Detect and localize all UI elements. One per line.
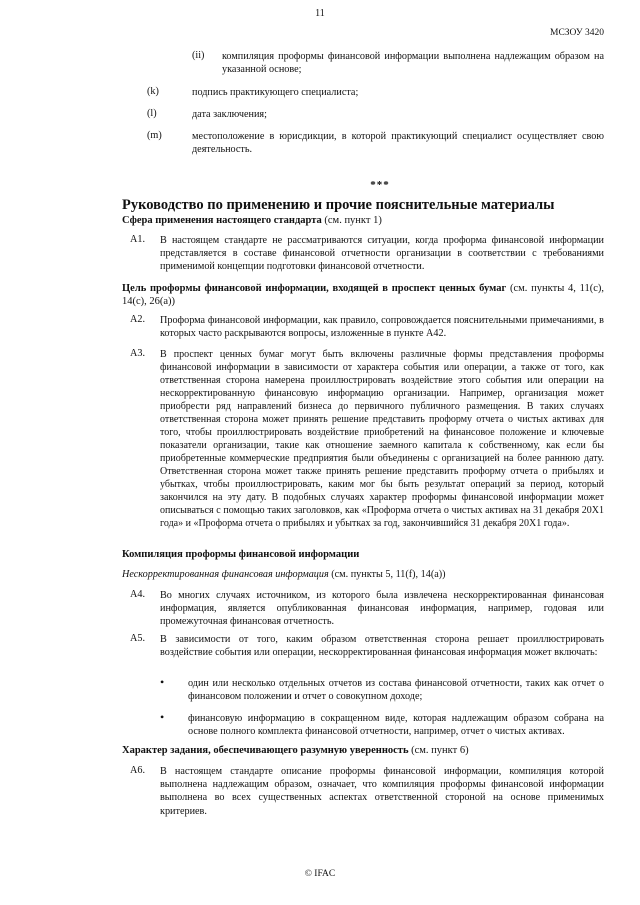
paragraph-label: A5. [130, 633, 145, 644]
subheading-text: Нескорректированная финансовая информация [122, 569, 329, 580]
bullet-text: финансовую информацию в сокращенном виде, которая надлежащим образом собрана на основе полного комплекта финансовой отчетности, например, отчет о чистых активах. [188, 713, 604, 738]
paragraph-text: Проформа финансовой информации, как правило, сопровождается пояснительными примечаниями, в которых часто раскрываются вопросы, изложенные в пункте A42. [160, 315, 604, 340]
bullet-icon: • [160, 710, 165, 724]
list-item-text: компиляция проформы финансовой информации выполнена надлежащим образом на указанной основе; [222, 51, 604, 76]
paragraph-text: В зависимости от того, каким образом ответственная сторона решает проиллюстрировать воздействие события или операции, нескорректированная финансовая информация может включать: [160, 634, 604, 659]
list-item-text: дата заключения; [192, 109, 267, 120]
heading-text: Характер задания, обеспечивающего разумную уверенность [122, 745, 409, 756]
subsection-heading [122, 215, 612, 226]
subsection-heading [122, 282, 604, 308]
paragraph-text: В проспект ценных бумаг могут быть включены различные формы представления проформы финансовой информации в зависимости от характера события или операции, а также от того, как ответственная сторона намерена проиллюстрировать воздействие этого события или операции на нескорректированную финансовую информацию организации. Например, организация может приобрести ряд направлений бизнеса до первичного публичного размещения. В таких случаях ответственная сторона может принять решение представить проформу отчета о чистых активах для того, чтобы проиллюстрировать воздействие приобретений на финансовое положение и ключевые показатели организации, такие как отношение заемного капитала к собственному, как если бы приобретенные коммерческие предприятия были объединены с организацией на более раннюю дату. Ответственная сторона может также принять решение представить проформу отчета о прибылях и убытках, чтобы проиллюстрировать, каким мог бы быть результат операций за период, который закончился на эту дату. В подобных случаях характер проформы финансовой информации может описываться с помощью таких заголовков, как «Проформа отчета о чистых активах на 31 декабря 20X1 года» и «Проформа отчета о прибылях и убытках за год, закончившийся 31 декабря 20X1 года». [160, 349, 604, 529]
heading-text: Цель проформы финансовой информации, входящей в проспект ценных бумаг [122, 283, 507, 294]
paragraph-label: A6. [130, 765, 145, 776]
paragraph-text: Во многих случаях источником, из которого была извлечена нескорректированная финансовая информация, является опубликованная финансовая информация, например, годовая или промежуточная финансовая отчетность. [160, 590, 604, 628]
paragraph-label: A2. [130, 314, 145, 325]
bullet-icon: • [160, 675, 165, 689]
heading-ref: (см. пункты 4, 11(c), 14(c), 26(a)) [122, 283, 605, 308]
heading-ref: (см. пункт 6) [411, 745, 469, 756]
paragraph-label: A4. [130, 589, 145, 600]
list-item-label: (m) [147, 130, 162, 141]
list-item-label: (k) [147, 86, 159, 97]
paragraph-text: В настоящем стандарте описание проформы финансовой информации, компиляция которой выполнена надлежащим образом, означает, что компиляция проформы финансовой информации выполнена во всех существенных аспектах ответственной стороной на основе применимых критериев. [160, 766, 604, 817]
bullet-text: один или несколько отдельных отчетов из состава финансовой отчетности, таких как отчет о финансовом положении и отчет о совокупном доходе; [188, 678, 604, 703]
subsection-heading: Компиляция проформы финансовой информации [122, 549, 360, 560]
section-separator: *** [370, 179, 390, 191]
paragraph-label: A3. [130, 348, 145, 359]
section-title: Руководство по применению и прочие пояснительные материалы [122, 197, 555, 213]
list-item-text: местоположение в юрисдикции, в которой практикующий специалист осуществляет свою деятельность. [192, 131, 604, 156]
heading-ref: (см. пункт 1) [324, 215, 382, 226]
paragraph-text: В настоящем стандарте не рассматриваются ситуации, когда проформа финансовой информации представляется в составе финансовой отчетности организации в соответствии с требованиями применимой концепции подготовки финансовой отчетности. [160, 235, 604, 273]
subsection-subheading [122, 568, 604, 581]
list-item-label: (ii) [192, 50, 205, 61]
heading-ref: (см. пункты 5, 11(f), 14(a)) [331, 569, 446, 580]
subsection-heading [122, 745, 612, 756]
footer-copyright: © IFAC [304, 869, 336, 879]
document-code: МСЗОУ 3420 [550, 28, 604, 38]
paragraph-label: A1. [130, 234, 145, 245]
list-item-text: подпись практикующего специалиста; [192, 87, 359, 98]
page-number: 11 [315, 8, 325, 19]
list-item-label: (l) [147, 108, 157, 119]
heading-text: Сфера применения настоящего стандарта [122, 215, 322, 226]
